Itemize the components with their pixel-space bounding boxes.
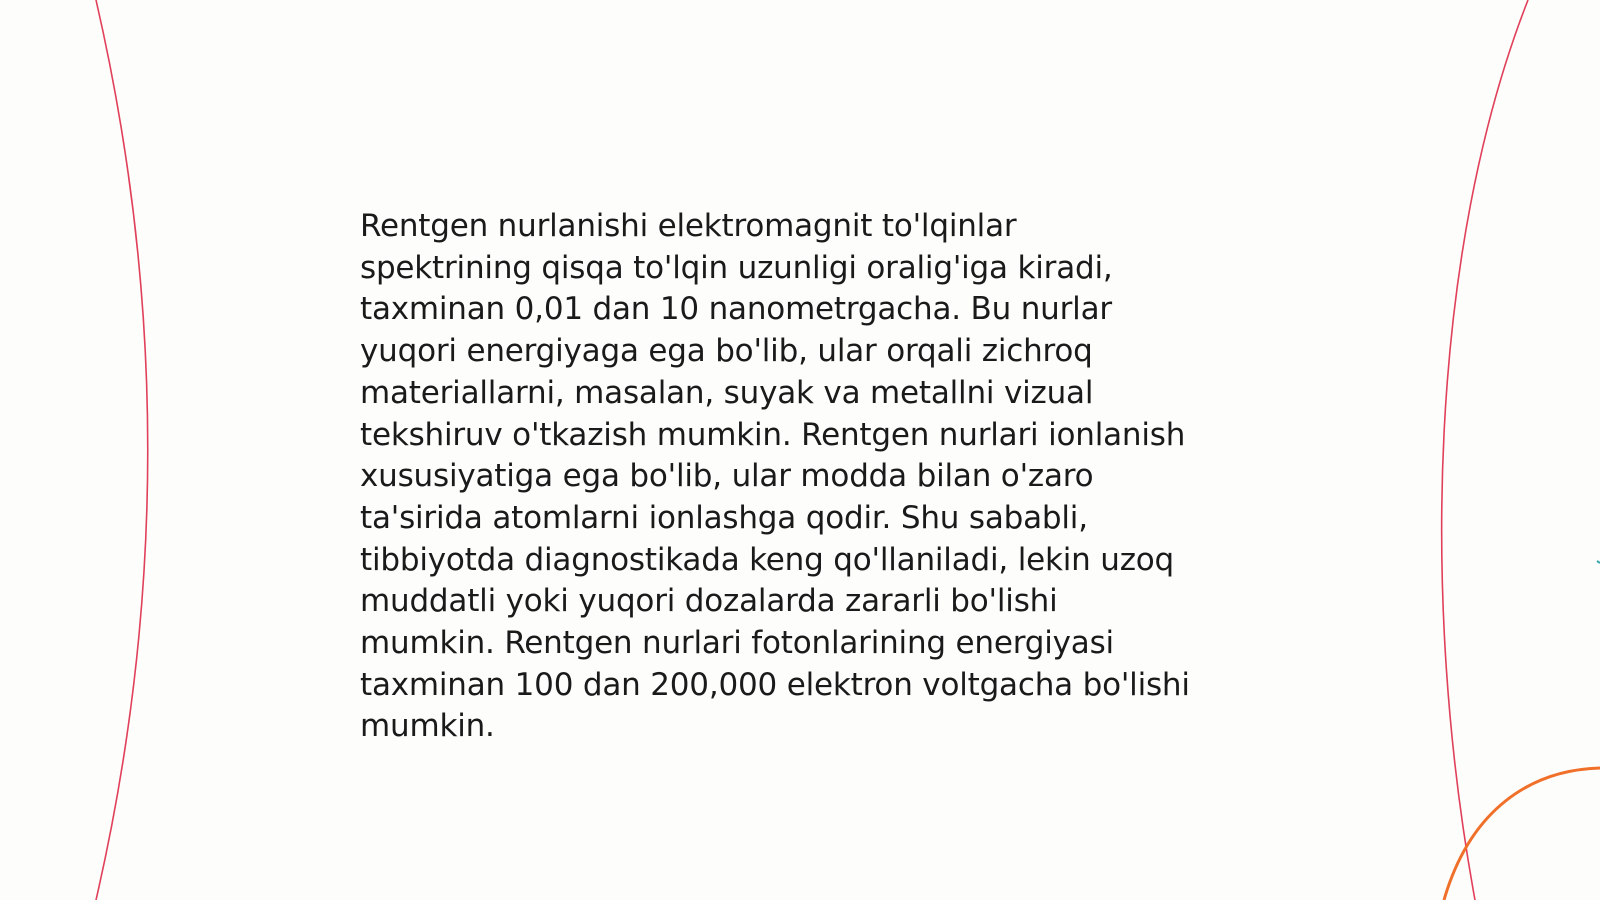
right-curve-line [1442, 0, 1528, 900]
body-line: ta'sirida atomlarni ionlashga qodir. Shu sababli, [360, 499, 1088, 536]
body-line: tibbiyotda diagnostikada keng qo'llaniladi, lekin uzoq [360, 541, 1175, 578]
body-line: muddatli yoki yuqori dozalarda zararli bo'lishi [360, 583, 1058, 620]
body-line: yuqori energiyaga ega bo'lib, ular orqali zichroq [360, 333, 1093, 370]
left-curve-line [96, 0, 148, 900]
body-line: mumkin. Rentgen nurlari fotonlarining energiyasi [360, 625, 1114, 662]
body-line: mumkin. [360, 708, 495, 745]
body-line: spektrining qisqa to'lqin uzunligi oralig'iga kiradi, [360, 249, 1113, 286]
body-line: taxminan 100 dan 200,000 elektron voltgacha bo'lishi [360, 666, 1190, 703]
body-line: tekshiruv o'tkazish mumkin. Rentgen nurlari ionlanish [360, 416, 1186, 453]
body-line: xususiyatiga ega bo'lib, ular modda bilan o'zaro [360, 458, 1094, 495]
body-line: Rentgen nurlanishi elektromagnit to'lqinlar [360, 208, 1017, 244]
slide-body-text [360, 206, 1260, 748]
body-line: materiallarni, masalan, suyak va metallni vizual [360, 374, 1094, 411]
body-line: taxminan 0,01 dan 10 nanometrgacha. Bu nurlar [360, 291, 1112, 328]
bottom-right-arc [1444, 768, 1600, 900]
